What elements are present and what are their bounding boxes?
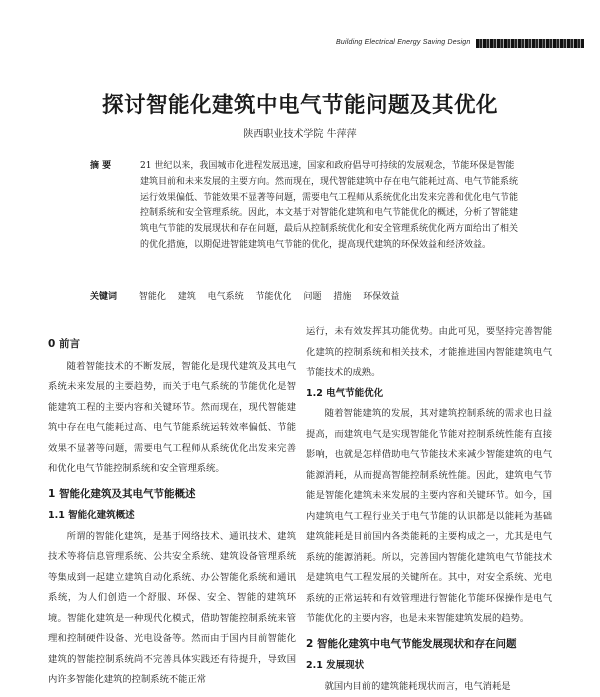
- header-decoration: [476, 39, 584, 48]
- paragraph: 随着智能技术的不断发展，智能化是现代建筑及其电气系统未来发展的主要趋势，而关于电气系统的节能优化是智能建筑工程的主要内容和关键环节。然而现在，现代智能建筑中存在电气能耗过高、电气节能系统运转效率偏低、节能效果不显著等问题，需要电气工程师从系统优化出发来完善和优化电气节能控制系统和安全管理系统。: [48, 357, 296, 480]
- right-column: [306, 322, 552, 697]
- keyword: 建筑: [178, 292, 196, 302]
- abstract-text: 21 世纪以来，我国城市化进程发展迅速，国家和政府倡导可持续的发展观念，节能环保是智能建筑目前和未来发展的主要方向。然而现在，现代智能建筑中存在电气能耗过高、电气节能系统运行效果偏低、节能效果不显著等问题，需要电气工程师从系统优化出发来完善和优化电气节能控制系统和安全管理系统。因此，本文基于对智能化建筑和电气节能优化的概述，分析了智能建筑电气节能的发展现状和存在问题，最后从控制系统优化和安全管理系统优化两方面给出了相关的优化措施，以期促进智能建筑电气节能的优化，提高现代建筑的环保效益和经济效益。: [90, 159, 520, 254]
- subsection-heading-1-1: 1.1 智能化建筑概述: [48, 506, 296, 527]
- header-tag: Building Electrical Energy Saving Design: [336, 39, 470, 46]
- abstract-block: [90, 159, 520, 254]
- paragraph: 随着智能建筑的发展，其对建筑控制系统的需求也日益提高，而建筑电气是实现智能化节能对控制系统性能有直接影响，也就是怎样借助电气节能技术来减少智能建筑的电气能源消耗，从而提高智能控制系统性能。因此，建筑电气节能是智能化建筑未来发展的主要内容和关键环节。如今，国内建筑电气工程行业关于电气节能的认识都是以能耗为基础建筑能耗是目前国内各类能耗的主要构成之一，尤其是电气系统的能源消耗。所以，完善国内智能化建筑电气节能技术是建筑电气工程发展的关键所在。其中，对安全系统、光电系统的正常运转和有效管理进行智能化节能环保操作是电气节能优化的主要内容，也是未来智能建筑发展的趋势。: [306, 404, 552, 630]
- keyword: 智能化: [139, 292, 166, 302]
- section-heading-preface: 0 前言: [48, 334, 296, 355]
- keywords-label: 关键词: [90, 289, 136, 302]
- paragraph: 所谓的智能化建筑，是基于网络技术、通讯技术、建筑技术等将信息管理系统、公共安全系统、建筑设备管理系统等集成到一起建立建筑自动化系统、办公智能化系统和通讯系统，为人们创造一个舒服、环保、安全、智能的建筑环境。智能化建筑是一种现代化模式，借助智能控制系统来管理和控制硬件设备、光电设备等。然而由于国内目前智能化建筑的智能控制系统尚不完善具体实践还有待提升，导致国内许多智能化建筑的控制系统不能正常: [48, 527, 296, 691]
- subsection-heading-2-1: 2.1 发展现状: [306, 656, 552, 677]
- paragraph: 运行，未有效发挥其功能优势。由此可见，要坚持完善智能化建筑的控制系统和相关技术，才能推进国内智能建筑电气节能技术的成熟。: [306, 322, 552, 384]
- keyword: 节能优化: [256, 292, 292, 302]
- left-column: [48, 330, 296, 691]
- subsection-heading-1-2: 1.2 电气节能优化: [306, 384, 552, 405]
- paragraph: 就国内目前的建筑能耗现状而言，电气消耗是: [306, 677, 552, 697]
- section-heading-1: 1 智能化建筑及其电气节能概述: [48, 484, 296, 505]
- author-line: 陕西职业技术学院 牛萍萍: [0, 125, 600, 140]
- keyword: 措施: [333, 292, 351, 302]
- section-heading-2: 2 智能化建筑中电气节能发展现状和存在问题: [306, 634, 552, 655]
- keyword: 问题: [303, 292, 321, 302]
- abstract-label: 摘 要: [90, 159, 111, 175]
- page-title: 探讨智能化建筑中电气节能问题及其优化: [0, 88, 600, 119]
- keyword: 电气系统: [208, 292, 244, 302]
- keyword: 环保效益: [363, 292, 399, 302]
- keywords-block: [90, 289, 520, 302]
